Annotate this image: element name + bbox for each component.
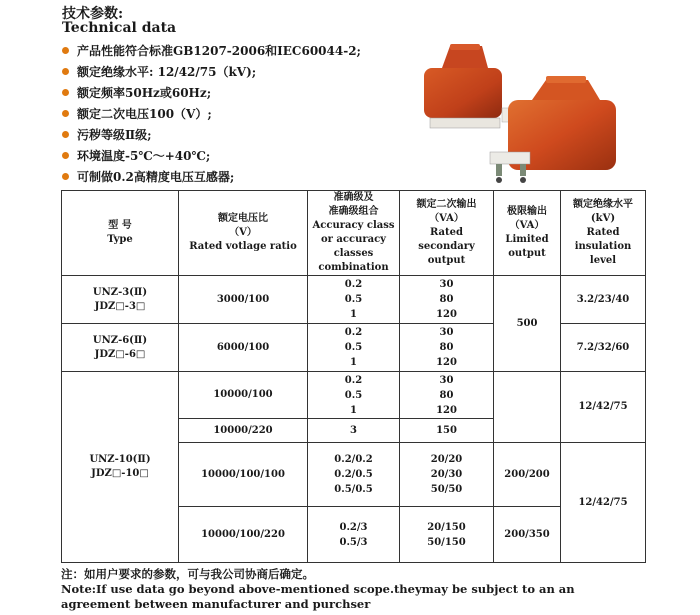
output-cell: 30 80 120 bbox=[400, 276, 494, 324]
spec-item bbox=[62, 166, 361, 187]
spec-item bbox=[62, 61, 361, 82]
header-output: 额定二次输出 （VA） Rated secondary output bbox=[400, 191, 494, 276]
ratio-cell: 10000/100/100 bbox=[179, 443, 308, 507]
spec-text: 产品性能符合标准GB1207-2006和IEC60044-2; bbox=[77, 44, 361, 58]
bullet-icon bbox=[62, 89, 69, 96]
heading-en: Technical data bbox=[62, 20, 177, 36]
output-cell: 30 80 120 bbox=[400, 372, 494, 419]
table-row bbox=[62, 372, 646, 419]
spec-item bbox=[62, 145, 361, 166]
note-cn: 注：如用户要求的参数，可与我公司协商后确定。 bbox=[61, 567, 314, 581]
spec-text: 额定绝缘水平: 12/42/75（kV); bbox=[77, 65, 257, 79]
bullet-icon bbox=[62, 68, 69, 75]
table-row bbox=[62, 276, 646, 324]
accuracy-cell: 0.2 0.5 1 bbox=[308, 324, 400, 372]
insulation-cell: 7.2/32/60 bbox=[561, 324, 646, 372]
limited-output-cell: 500 bbox=[494, 276, 561, 372]
bullet-icon bbox=[62, 131, 69, 138]
spec-text: 额定频率50Hz或60Hz; bbox=[77, 86, 212, 100]
header-limited-output: 极限输出 （VA） Limited output bbox=[494, 191, 561, 276]
spec-text: 环境温度-5℃～+40℃; bbox=[77, 149, 211, 163]
accuracy-cell: 0.2 0.5 1 bbox=[308, 276, 400, 324]
ratio-cell: 10000/100/220 bbox=[179, 507, 308, 563]
table-header-row bbox=[62, 191, 646, 276]
output-cell: 30 80 120 bbox=[400, 324, 494, 372]
insulation-cell: 12/42/75 bbox=[561, 372, 646, 443]
bullet-icon bbox=[62, 47, 69, 54]
type-cell: UNZ-10(Ⅱ) JDZ□-10□ bbox=[62, 372, 179, 563]
note-en-line2: agreement between manufacturer and purchser bbox=[61, 597, 371, 611]
heading-cn: 技术参数: bbox=[62, 6, 124, 22]
technical-data-table bbox=[61, 190, 646, 563]
accuracy-cell: 0.2/0.2 0.2/0.5 0.5/0.5 bbox=[308, 443, 400, 507]
note-en-line1: Note:If use data go beyond above-mentioned scope.theymay be subject to an an bbox=[61, 582, 575, 596]
spec-item bbox=[62, 40, 361, 61]
accuracy-cell: 0.2 0.5 1 bbox=[308, 372, 400, 419]
output-cell: 20/20 20/30 50/50 bbox=[400, 443, 494, 507]
spec-item bbox=[62, 82, 361, 103]
product-photo bbox=[420, 40, 625, 185]
limited-output-cell bbox=[494, 372, 561, 443]
transformer-front bbox=[490, 76, 616, 183]
insulation-cell: 12/42/75 bbox=[561, 443, 646, 563]
spec-text: 额定二次电压100（V）; bbox=[77, 107, 212, 121]
limited-output-cell: 200/200 bbox=[494, 443, 561, 507]
spec-text: 可制做0.2高精度电压互感器; bbox=[77, 170, 235, 184]
header-type: 型 号 Type bbox=[62, 191, 179, 276]
header-accuracy: 准确级及 准确级组合 Accuracy class or accuracy classes combination bbox=[308, 191, 400, 276]
limited-output-cell: 200/350 bbox=[494, 507, 561, 563]
type-cell: UNZ-6(Ⅱ) JDZ□-6□ bbox=[62, 324, 179, 372]
spec-list bbox=[62, 40, 361, 187]
header-ratio: 额定电压比 （V） Rated votlage ratio bbox=[179, 191, 308, 276]
spec-item bbox=[62, 124, 361, 145]
ratio-cell: 6000/100 bbox=[179, 324, 308, 372]
output-cell: 150 bbox=[400, 419, 494, 443]
output-cell: 20/150 50/150 bbox=[400, 507, 494, 563]
ratio-cell: 10000/220 bbox=[179, 419, 308, 443]
accuracy-cell: 0.2/3 0.5/3 bbox=[308, 507, 400, 563]
spec-item bbox=[62, 103, 361, 124]
accuracy-cell: 3 bbox=[308, 419, 400, 443]
ratio-cell: 3000/100 bbox=[179, 276, 308, 324]
spec-text: 污秽等级Ⅱ级; bbox=[77, 128, 152, 142]
type-cell: UNZ-3(Ⅱ) JDZ□-3□ bbox=[62, 276, 179, 324]
bullet-icon bbox=[62, 152, 69, 159]
transformer-back bbox=[424, 44, 522, 128]
header-insulation: 额定绝缘水平 (kV) Rated insulation level bbox=[561, 191, 646, 276]
bullet-icon bbox=[62, 110, 69, 117]
ratio-cell: 10000/100 bbox=[179, 372, 308, 419]
bullet-icon bbox=[62, 173, 69, 180]
insulation-cell: 3.2/23/40 bbox=[561, 276, 646, 324]
